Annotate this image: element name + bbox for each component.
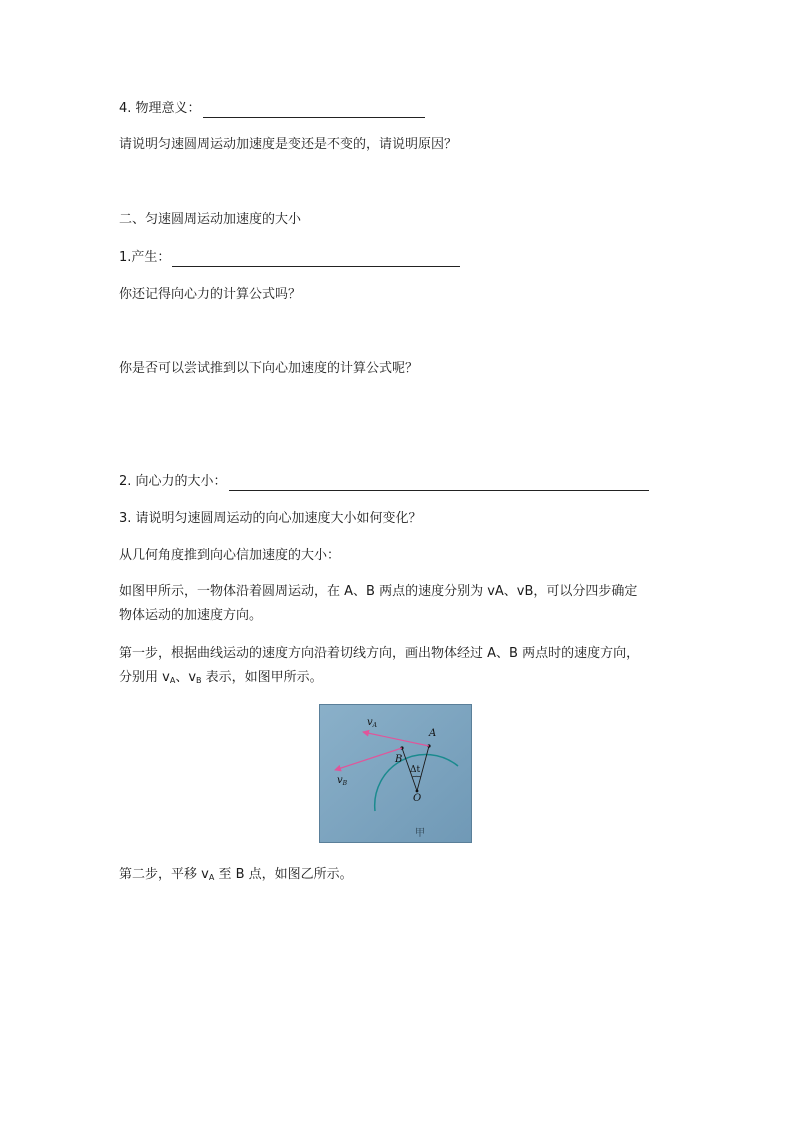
magnitude-change-question: 3. 请说明匀速圆周运动的向心加速度大小如何变化？ — [119, 511, 422, 526]
p2-sub-b: B — [196, 676, 202, 685]
p3-sub: A — [208, 873, 215, 882]
p2-sub-a: A — [169, 676, 176, 685]
p3-text-b: 至 B 点，如图乙所示。 — [214, 867, 353, 882]
label-delta-t: Δt — [410, 765, 421, 775]
p2-text-a: 分别用 v — [119, 670, 170, 685]
label-va: $v_A$ — [367, 717, 377, 729]
label-a: A — [429, 728, 437, 739]
p2-text-c: 表示，如图甲所示。 — [201, 670, 323, 685]
label-b: B — [395, 754, 403, 765]
figure-jia — [319, 704, 472, 843]
label-o: O — [413, 793, 422, 804]
derive-formula-question: 你是否可以尝试推到以下向心加速度的计算公式呢？ — [119, 361, 419, 376]
figure-background — [320, 705, 472, 843]
figure-caption: 甲 — [415, 828, 425, 839]
force-magnitude-blank — [229, 476, 649, 491]
label-vb: $v_B$ — [337, 775, 348, 787]
force-magnitude-label: 2. 向心力的大小： — [119, 474, 227, 489]
point-o — [416, 790, 419, 793]
p3-text-a: 第二步，平移 v — [119, 867, 209, 882]
acceleration-change-question: 请说明匀速圆周运动加速度是变还是不变的，请说明原因？ — [119, 137, 458, 152]
force-magnitude-question — [119, 473, 649, 491]
paragraph-1-line-1: 如图甲所示，一物体沿着圆周运动，在 A、B 两点的速度分别为 vA、vB，可以分四步确定 — [119, 584, 638, 599]
section-2-title: 二、匀速圆周运动加速度的大小 — [119, 212, 302, 227]
physical-meaning-blank — [203, 103, 425, 118]
paragraph-2-line-1: 第一步，根据曲线运动的速度方向沿着切线方向，画出物体经过 A、B 两点时的速度方向， — [119, 646, 640, 661]
centripetal-force-formula-question: 你还记得向心力的计算公式吗？ — [119, 287, 302, 302]
physical-meaning-label: 4. 物理意义： — [119, 101, 201, 116]
paragraph-1-line-2: 物体运动的加速度方向。 — [119, 608, 263, 623]
paragraph-2-line-2 — [119, 669, 323, 690]
circular-motion-diagram — [319, 704, 472, 843]
origin-label: 1.产生： — [119, 250, 171, 265]
origin-blank — [172, 252, 460, 267]
geometric-derivation-heading: 从几何角度推到向心信加速度的大小： — [119, 548, 341, 563]
p2-text-b: 、v — [175, 670, 197, 685]
origin-question — [119, 249, 460, 267]
paragraph-3 — [119, 866, 353, 887]
physical-meaning-question — [119, 100, 425, 118]
